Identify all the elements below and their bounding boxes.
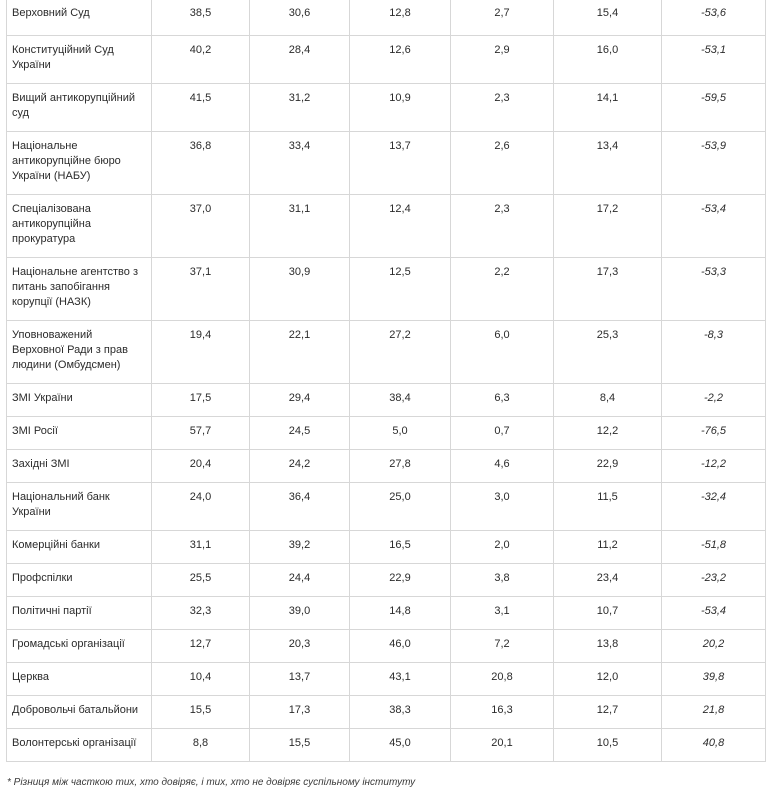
table-row xyxy=(7,36,766,84)
value-cell: 12,7 xyxy=(554,696,662,729)
value-cell: 2,9 xyxy=(451,36,554,84)
institution-name: Конституційний Суд України xyxy=(7,36,152,84)
value-cell: 11,2 xyxy=(554,531,662,564)
value-cell: 7,2 xyxy=(451,630,554,663)
value-cell: 5,0 xyxy=(350,417,451,450)
value-cell: 10,5 xyxy=(554,729,662,762)
table-row xyxy=(7,483,766,531)
value-cell: 11,5 xyxy=(554,483,662,531)
value-cell: 24,2 xyxy=(250,450,350,483)
value-cell: 14,1 xyxy=(554,84,662,132)
table-row xyxy=(7,531,766,564)
balance-cell: -51,8 xyxy=(662,531,766,564)
table-row xyxy=(7,564,766,597)
value-cell: 45,0 xyxy=(350,729,451,762)
value-cell: 2,7 xyxy=(451,0,554,36)
balance-cell: -2,2 xyxy=(662,384,766,417)
value-cell: 41,5 xyxy=(152,84,250,132)
value-cell: 16,5 xyxy=(350,531,451,564)
value-cell: 6,0 xyxy=(451,321,554,384)
value-cell: 24,0 xyxy=(152,483,250,531)
institution-name: Політичні партії xyxy=(7,597,152,630)
value-cell: 13,4 xyxy=(554,132,662,195)
table-row xyxy=(7,0,766,36)
value-cell: 3,8 xyxy=(451,564,554,597)
balance-cell: -53,9 xyxy=(662,132,766,195)
value-cell: 24,4 xyxy=(250,564,350,597)
institution-name: Національний банк України xyxy=(7,483,152,531)
institution-name: Верховний Суд xyxy=(7,0,152,36)
value-cell: 12,7 xyxy=(152,630,250,663)
value-cell: 31,1 xyxy=(250,195,350,258)
institution-name: Волонтерські організації xyxy=(7,729,152,762)
table-row xyxy=(7,258,766,321)
value-cell: 2,6 xyxy=(451,132,554,195)
value-cell: 25,0 xyxy=(350,483,451,531)
value-cell: 2,3 xyxy=(451,84,554,132)
table-row xyxy=(7,450,766,483)
value-cell: 39,0 xyxy=(250,597,350,630)
balance-cell: -23,2 xyxy=(662,564,766,597)
table-row xyxy=(7,663,766,696)
institution-name: ЗМІ України xyxy=(7,384,152,417)
value-cell: 20,1 xyxy=(451,729,554,762)
value-cell: 43,1 xyxy=(350,663,451,696)
value-cell: 37,1 xyxy=(152,258,250,321)
value-cell: 40,2 xyxy=(152,36,250,84)
institution-name: Церква xyxy=(7,663,152,696)
institution-name: Уповноважений Верховної Ради з прав людини (Омбудсмен) xyxy=(7,321,152,384)
value-cell: 29,4 xyxy=(250,384,350,417)
value-cell: 25,5 xyxy=(152,564,250,597)
balance-cell: 39,8 xyxy=(662,663,766,696)
value-cell: 57,7 xyxy=(152,417,250,450)
value-cell: 38,4 xyxy=(350,384,451,417)
value-cell: 15,5 xyxy=(250,729,350,762)
institution-name: Національне антикорупційне бюро України (НАБУ) xyxy=(7,132,152,195)
value-cell: 22,9 xyxy=(350,564,451,597)
balance-cell: -53,1 xyxy=(662,36,766,84)
value-cell: 8,4 xyxy=(554,384,662,417)
table-row xyxy=(7,84,766,132)
value-cell: 23,4 xyxy=(554,564,662,597)
value-cell: 8,8 xyxy=(152,729,250,762)
value-cell: 17,3 xyxy=(554,258,662,321)
value-cell: 19,4 xyxy=(152,321,250,384)
institution-name: Національне агентство з питань запобігання корупції (НАЗК) xyxy=(7,258,152,321)
table-row xyxy=(7,597,766,630)
balance-cell: -59,5 xyxy=(662,84,766,132)
value-cell: 38,5 xyxy=(152,0,250,36)
value-cell: 30,6 xyxy=(250,0,350,36)
value-cell: 12,8 xyxy=(350,0,451,36)
table-row xyxy=(7,696,766,729)
value-cell: 13,8 xyxy=(554,630,662,663)
value-cell: 36,4 xyxy=(250,483,350,531)
value-cell: 13,7 xyxy=(250,663,350,696)
balance-cell: -53,4 xyxy=(662,597,766,630)
value-cell: 31,1 xyxy=(152,531,250,564)
institution-name: Західні ЗМІ xyxy=(7,450,152,483)
value-cell: 12,6 xyxy=(350,36,451,84)
value-cell: 20,3 xyxy=(250,630,350,663)
value-cell: 10,7 xyxy=(554,597,662,630)
value-cell: 3,0 xyxy=(451,483,554,531)
table-row xyxy=(7,384,766,417)
value-cell: 4,6 xyxy=(451,450,554,483)
table-row xyxy=(7,417,766,450)
value-cell: 39,2 xyxy=(250,531,350,564)
value-cell: 17,3 xyxy=(250,696,350,729)
value-cell: 27,8 xyxy=(350,450,451,483)
institution-name: ЗМІ Росії xyxy=(7,417,152,450)
value-cell: 2,3 xyxy=(451,195,554,258)
value-cell: 22,1 xyxy=(250,321,350,384)
table-body xyxy=(7,0,766,762)
value-cell: 10,9 xyxy=(350,84,451,132)
value-cell: 30,9 xyxy=(250,258,350,321)
value-cell: 22,9 xyxy=(554,450,662,483)
value-cell: 37,0 xyxy=(152,195,250,258)
value-cell: 10,4 xyxy=(152,663,250,696)
value-cell: 20,4 xyxy=(152,450,250,483)
value-cell: 0,7 xyxy=(451,417,554,450)
institution-name: Комерційні банки xyxy=(7,531,152,564)
value-cell: 46,0 xyxy=(350,630,451,663)
balance-cell: -76,5 xyxy=(662,417,766,450)
value-cell: 12,0 xyxy=(554,663,662,696)
value-cell: 17,5 xyxy=(152,384,250,417)
balance-cell: -53,4 xyxy=(662,195,766,258)
institution-name: Вищий антикорупційний суд xyxy=(7,84,152,132)
institution-name: Спеціалізована антикорупційна прокуратура xyxy=(7,195,152,258)
value-cell: 16,3 xyxy=(451,696,554,729)
table-row xyxy=(7,729,766,762)
value-cell: 12,5 xyxy=(350,258,451,321)
footnote: * Різниця між часткою тих, хто довіряє, і тих, хто не довіряє суспільному інституту xyxy=(7,777,416,788)
balance-cell: -53,6 xyxy=(662,0,766,36)
value-cell: 2,2 xyxy=(451,258,554,321)
value-cell: 33,4 xyxy=(250,132,350,195)
value-cell: 38,3 xyxy=(350,696,451,729)
value-cell: 15,4 xyxy=(554,0,662,36)
value-cell: 16,0 xyxy=(554,36,662,84)
table-row xyxy=(7,132,766,195)
value-cell: 2,0 xyxy=(451,531,554,564)
balance-cell: 40,8 xyxy=(662,729,766,762)
value-cell: 28,4 xyxy=(250,36,350,84)
balance-cell: -12,2 xyxy=(662,450,766,483)
table-row xyxy=(7,630,766,663)
value-cell: 25,3 xyxy=(554,321,662,384)
value-cell: 14,8 xyxy=(350,597,451,630)
value-cell: 12,2 xyxy=(554,417,662,450)
value-cell: 24,5 xyxy=(250,417,350,450)
value-cell: 27,2 xyxy=(350,321,451,384)
value-cell: 31,2 xyxy=(250,84,350,132)
value-cell: 32,3 xyxy=(152,597,250,630)
balance-cell: -32,4 xyxy=(662,483,766,531)
trust-table xyxy=(6,0,766,762)
institution-name: Добровольчі батальйони xyxy=(7,696,152,729)
value-cell: 13,7 xyxy=(350,132,451,195)
balance-cell: -8,3 xyxy=(662,321,766,384)
table-row xyxy=(7,321,766,384)
value-cell: 17,2 xyxy=(554,195,662,258)
value-cell: 6,3 xyxy=(451,384,554,417)
value-cell: 36,8 xyxy=(152,132,250,195)
institution-name: Профспілки xyxy=(7,564,152,597)
balance-cell: 21,8 xyxy=(662,696,766,729)
balance-cell: 20,2 xyxy=(662,630,766,663)
value-cell: 12,4 xyxy=(350,195,451,258)
table-row xyxy=(7,195,766,258)
balance-cell: -53,3 xyxy=(662,258,766,321)
institution-name: Громадські організації xyxy=(7,630,152,663)
value-cell: 20,8 xyxy=(451,663,554,696)
value-cell: 3,1 xyxy=(451,597,554,630)
value-cell: 15,5 xyxy=(152,696,250,729)
